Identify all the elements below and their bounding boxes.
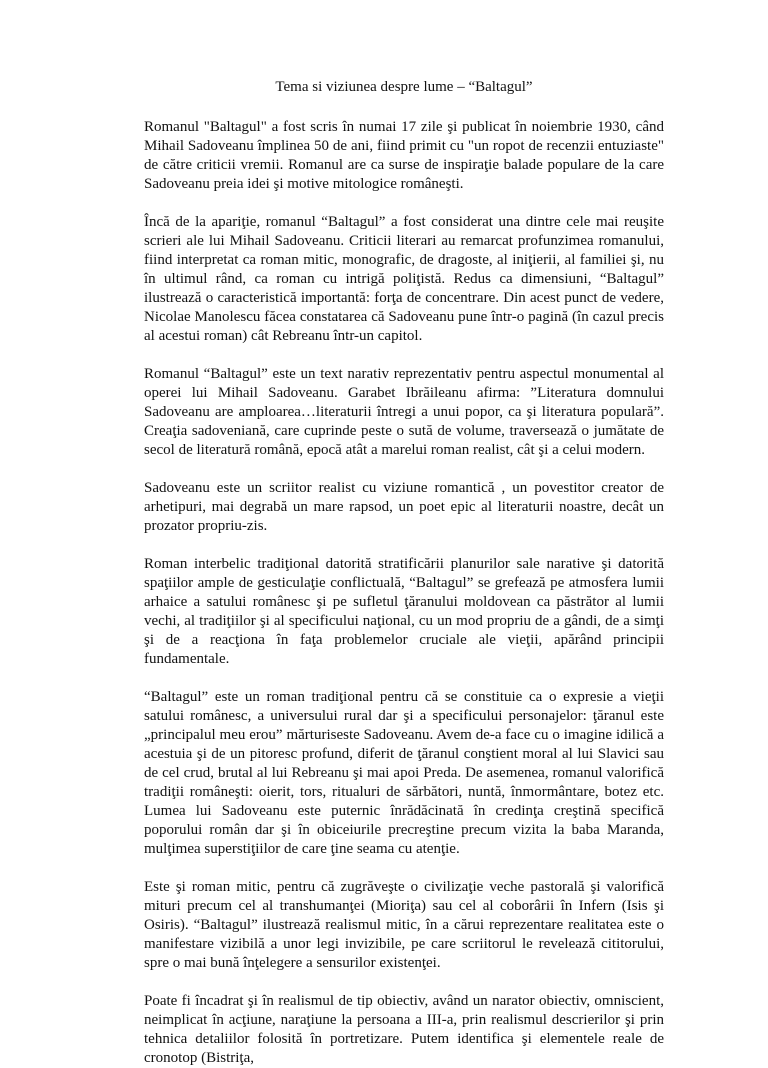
paragraph-traditional: “Baltagul” este un roman tradiţional pentru că se constituie ca o expresie a vieţii satului românesc, a universului rural dar şi a specificului personajelor: ţăranul este „principalul meu erou” mărturiseste Sadoveanu. Avem de-a face cu o imagine idilică a acestuia şi de un pitoresc profund, diferit de ţăranul conştient moral al lui Slavici sau de cel crud, brutal al lui Rebreanu şi mai apoi Preda. De asemenea, romanul valorifică tradiţii româneşti: oierit, tors, ritualuri de sărbători, nuntă, înmormântare, botez etc. Lumea lui Sadoveanu este puternic înrădăcinată în credinţa creştină specifică poporului român dar şi în obiceiurile precreştine precum vizita la baba Maranda, mulţimea superstiţiilor de care ţine seama cu atenţie.	[144, 689, 664, 857]
document-title: Tema si viziunea despre lume – “Baltagul”	[275, 79, 533, 95]
paragraph-realist: Sadoveanu este un scriitor realist cu viziune romantică , un povestitor creator de arhetipuri, mai degrabă un mare rapsod, un poet epic al literaturii noastre, decât un prozator propriu-zis.	[144, 480, 664, 534]
paragraph-publication: Romanul "Baltagul" a fost scris în numai 17 zile şi publicat în noiembrie 1930, când Mihail Sadoveanu împlinea 50 de ani, fiind primit cu "un ropot de recenzii entuziaste" de către criticii vremii. Romanul are ca surse de inspiraţie balade populare de la care Sadoveanu preia idei şi motive mitologice româneşti.	[144, 119, 664, 192]
paragraph-mythic: Este şi roman mitic, pentru că zugrăveşte o civilizaţie veche pastorală şi valorifică mituri precum cel al transhumanţei (Mioriţa) sau cel al coborârii în Infern (Isis şi Osiris). “Baltagul” ilustrează realismul mitic, în a cărui reprezentare realitatea este o manifestare vizibilă a unor legi invizibile, pe care scriitorul le revelează cititorului, spre o mai bună înţelegere a sensurilor existenţei.	[144, 879, 664, 971]
paragraph-objective: Poate fi încadrat şi în realismul de tip obiectiv, având un narator obiectiv, omniscient, neimplicat în acţiune, naraţiune la persoana a III-a, prin realismul descrierilor şi prin tehnica detaliilor folosită în portretizare. Putem identifica şi elementele reale de cronotop (Bistriţa,	[144, 993, 664, 1066]
document-page	[144, 78, 664, 1068]
paragraph-narrative: Romanul “Baltagul” este un text narativ reprezentativ pentru aspectul monumental al operei lui Mihail Sadoveanu. Garabet Ibrăileanu afirma: ”Literatura domnului Sadoveanu are amploarea…literaturii întregi a unui popor, ca şi literatura populară”. Creaţia sadoveniană, care cuprinde peste o sută de volume, traversează o jumătate de secol de literatură română, epocă atât a marelui roman realist, cât şi a celui modern.	[144, 366, 664, 458]
paragraph-reception: Încă de la apariţie, romanul “Baltagul” a fost considerat una dintre cele mai reuşite scrieri ale lui Mihail Sadoveanu. Criticii literari au remarcat profunzimea romanului, fiind interpretat ca roman mitic, monografic, de dragoste, al iniţierii, al familiei şi, nu în ultimul rând, ca roman cu intrigă poliţistă. Redus ca dimensiuni, “Baltagul” ilustrează o caracteristică importantă: forţa de concentrare. Din acest punct de vedere, Nicolae Manolescu făcea constatarea că Sadoveanu pune într-o pagină (în cazul precis al acestui roman) cât Rebreanu într-un capitol.	[144, 214, 664, 344]
paragraph-interwar: Roman interbelic tradiţional datorită stratificării planurilor sale narative şi datorită spaţiilor ample de gesticulaţie conflictuală, “Baltagul” se grefează pe atmosfera lumii arhaice a satului românesc şi pe sufletul ţăranului moldovean ca păstrător al lumii vechi, al tradiţiilor şi al specificului naţional, cu un mod propriu de a gândi, de a simţi şi de a reacţiona în faţa problemelor cruciale ale vieţii, apărând principii fundamentale.	[144, 556, 664, 667]
